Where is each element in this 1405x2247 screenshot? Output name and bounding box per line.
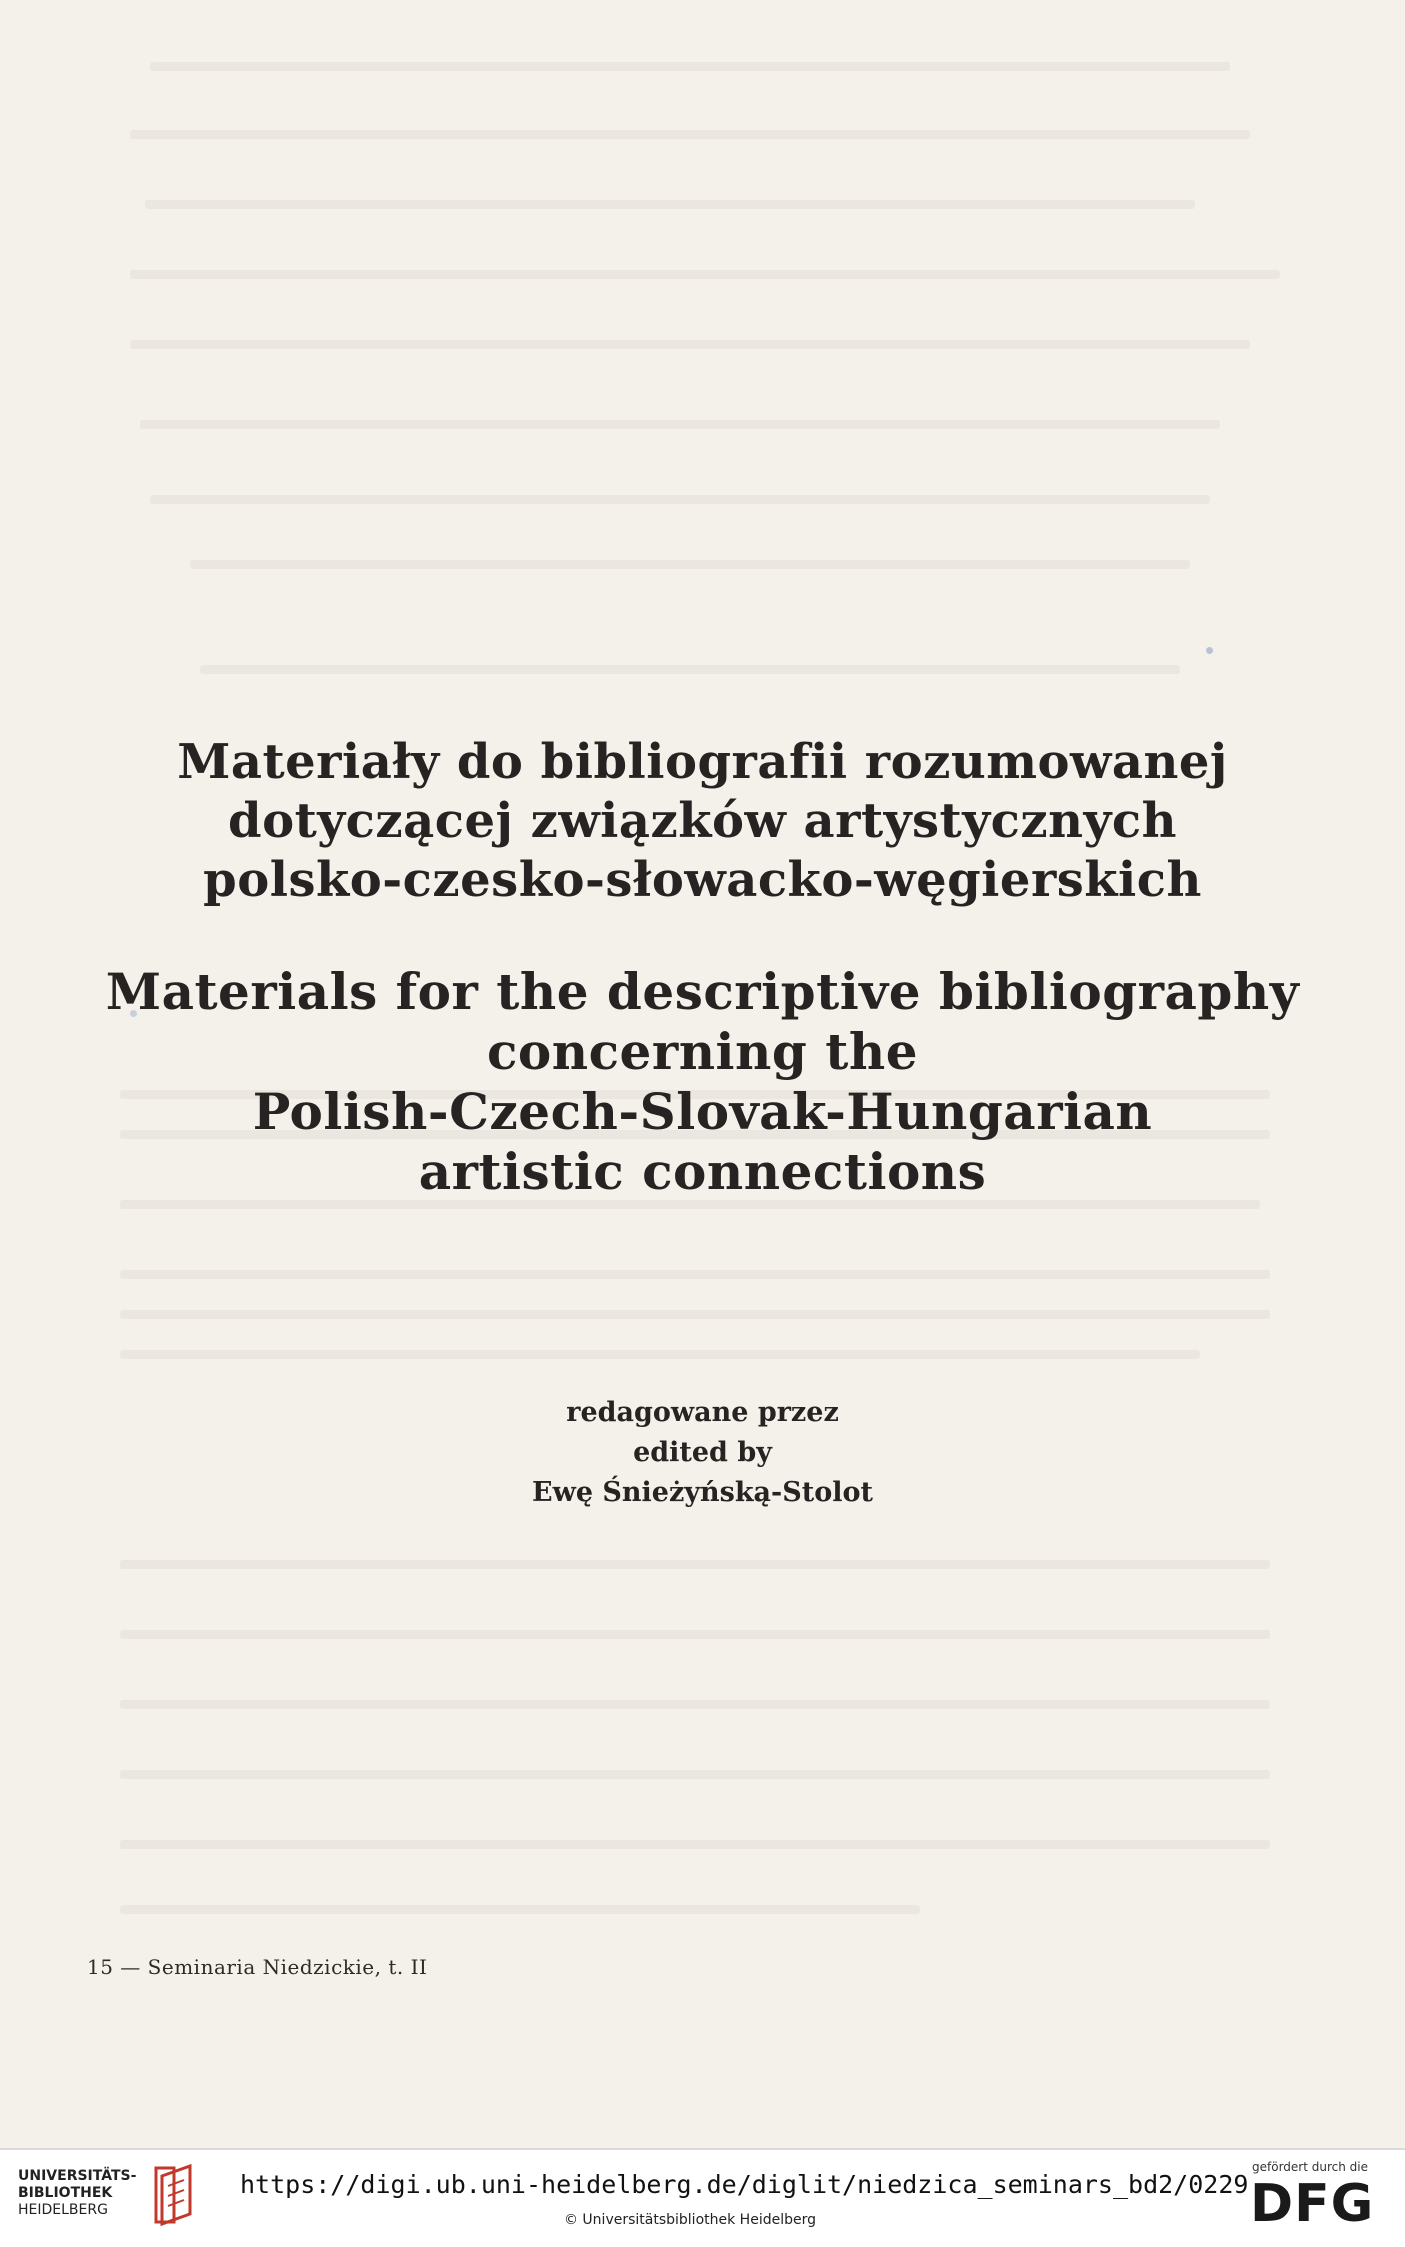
library-logo-text[interactable] (18, 2168, 136, 2219)
logo-line-2: BIBLIOTHEK (18, 2185, 113, 2201)
logo-line-1: UNIVERSITÄTS- (18, 2168, 137, 2184)
polish-title (40, 733, 1365, 910)
polish-title-line-2: dotyczącej związków artystycznych (228, 793, 1177, 849)
logo-line-3: HEIDELBERG (18, 2202, 108, 2218)
library-footer-bar (0, 2148, 1405, 2247)
copyright-notice: © Universitätsbibliothek Heidelberg (563, 2212, 816, 2228)
editor-name: Ewę Śnieżyńską-Stolot (532, 1477, 873, 1508)
editors-block (40, 1393, 1365, 1513)
polish-title-line-3: polsko-czesko-słowacko-węgierskich (203, 852, 1202, 908)
ink-speck (1206, 647, 1213, 654)
english-title-line-1: Materials for the descriptive bibliography (105, 962, 1300, 1021)
editors-line-polish: redagowane przez (566, 1397, 839, 1428)
english-title-line-3: Polish-Czech-Slovak-Hungarian (252, 1082, 1153, 1141)
english-title-line-4: artistic connections (418, 1142, 987, 1201)
dfg-logo[interactable]: DFG (1250, 2174, 1375, 2234)
polish-title-line-1: Materiały do bibliografii rozumowanej (177, 734, 1228, 790)
footer-divider (0, 2148, 1405, 2150)
page-footnote: 15 — Seminaria Niedzickie, t. II (87, 1955, 428, 1979)
editors-line-english: edited by (633, 1437, 772, 1468)
english-title-line-2: concerning the (486, 1022, 919, 1081)
permalink-url[interactable]: https://digi.ub.uni-heidelberg.de/diglit/niedzica_seminars_bd2/0229 (240, 2170, 1249, 2199)
ub-heidelberg-logo-icon[interactable] (150, 2162, 198, 2228)
english-title (40, 962, 1365, 1202)
sponsor-label: gefördert durch die (1252, 2160, 1368, 2174)
